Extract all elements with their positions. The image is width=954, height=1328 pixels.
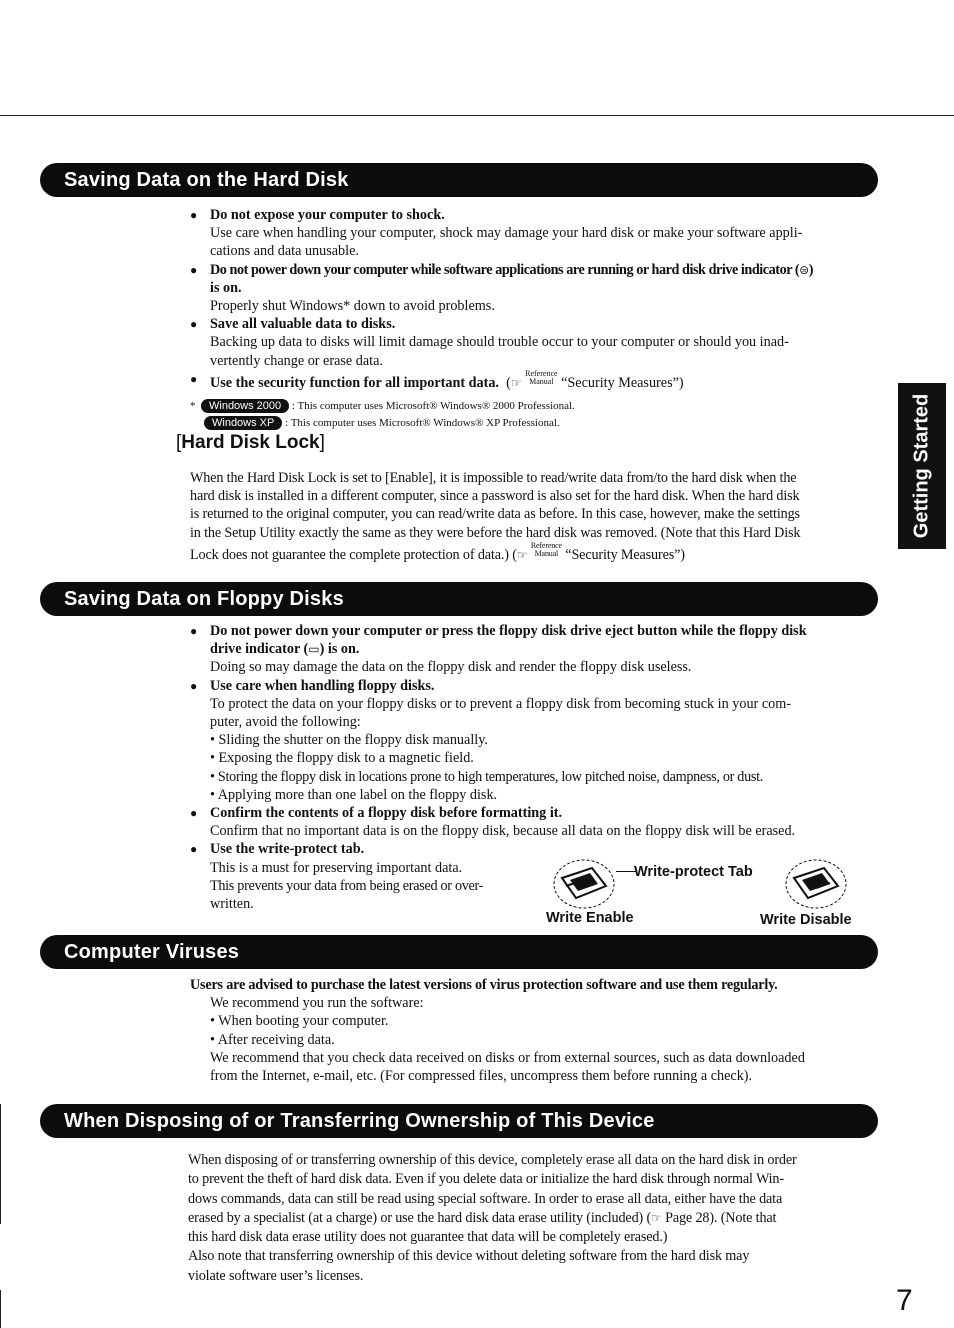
body-text: in the Setup Utility exactly the same as they were before the hard disk was removed. (Note that this Hard Disk bbox=[190, 524, 801, 541]
pointing-hand-icon: ☞ bbox=[651, 1210, 662, 1225]
side-tab-getting-started: Getting Started bbox=[898, 383, 946, 549]
floppy-indicator-icon: ▭ bbox=[308, 642, 320, 657]
hard-disk-indicator-icon: ⊜ bbox=[799, 262, 809, 277]
body-text: When disposing of or transferring ownership of this device, completely erase all data on the hard disk in order bbox=[188, 1152, 797, 1168]
bullet-heading: ● Use the write-protect tab. bbox=[190, 840, 890, 858]
body-text: hard disk is installed in a different computer, since a password is also set for the hard disk. When the hard disk bbox=[190, 488, 800, 505]
bullet-heading: Users are advised to purchase the latest versions of virus protection software and use them regularly. bbox=[190, 977, 778, 993]
body-text: Doing so may damage the data on the floppy disk and render the floppy disk useless. bbox=[210, 659, 692, 676]
hard-disk-section-body bbox=[190, 206, 890, 432]
write-enable-label: Write Enable bbox=[546, 910, 634, 926]
list-item: • After receiving data. bbox=[210, 1031, 335, 1048]
hard-disk-lock-body bbox=[190, 469, 890, 564]
body-text: Backing up data to disks will limit damage should trouble occur to your computer or should you inad- bbox=[210, 334, 789, 351]
body-text: violate software user’s licenses. bbox=[188, 1267, 364, 1284]
bullet-heading: is on. bbox=[210, 279, 242, 296]
body-text: We recommend that you check data received on disks or from external sources, such as data downloaded bbox=[210, 1049, 805, 1066]
bullet-heading: ● Do not power down your computer while software applications are running or hard disk drive indicator (⊜) bbox=[190, 261, 890, 279]
windows-xp-badge: Windows XP bbox=[204, 416, 282, 430]
body-text: to prevent the theft of hard disk data. Even if you delete data or initialize the hard disk through normal Win- bbox=[188, 1171, 784, 1188]
body-text: Use care when handling your computer, shock may damage your hard disk or make your software appli- bbox=[210, 225, 803, 242]
body-text: this hard disk data erase utility does not guarantee that data will be completely erased.) bbox=[188, 1229, 668, 1246]
bullet-heading: ● Do not power down your computer or press the floppy disk drive eject button while the floppy disk bbox=[190, 622, 890, 640]
bullet-heading: ● Save all valuable data to disks. bbox=[190, 315, 890, 333]
pointing-hand-icon: ☞ bbox=[510, 375, 522, 390]
scan-edge-line bbox=[0, 1290, 1, 1328]
bullet-heading: ● Do not expose your computer to shock. bbox=[190, 206, 890, 224]
body-text: This is a must for preserving important data. bbox=[210, 859, 463, 876]
body-text: Properly shut Windows* down to avoid problems. bbox=[210, 298, 495, 315]
list-item: • When booting your computer. bbox=[210, 1013, 389, 1030]
write-protect-pointer bbox=[616, 871, 636, 872]
pointing-hand-icon: ☞ bbox=[516, 547, 528, 562]
reference-manual-label: Reference Manual bbox=[530, 540, 562, 558]
list-item: • Storing the floppy disk in locations prone to high temperatures, low pitched noise, dampness, or dust. bbox=[210, 768, 764, 785]
page-number: 7 bbox=[896, 1284, 913, 1317]
body-text: We recommend you run the software: bbox=[210, 995, 424, 1012]
write-disable-label: Write Disable bbox=[760, 912, 852, 928]
body-text: is returned to the original computer, you can read/write data as before. In this case, however, make the settings bbox=[190, 506, 800, 523]
section-heading-disposal: When Disposing of or Transferring Ownership of This Device bbox=[40, 1104, 878, 1138]
body-text: puter, avoid the following: bbox=[210, 714, 361, 731]
write-protect-tab-label: Write-protect Tab bbox=[634, 864, 753, 880]
body-text: Lock does not guarantee the complete protection of data.) (☞ Reference Manual “Security Measures”) bbox=[190, 540, 685, 563]
top-rule bbox=[0, 115, 954, 116]
body-text: To protect the data on your floppy disks or to prevent a floppy disk from becoming stuck in your com- bbox=[210, 695, 791, 712]
section-heading-floppy: Saving Data on Floppy Disks bbox=[40, 582, 878, 616]
disposal-section-body bbox=[188, 1151, 888, 1286]
subheading-hard-disk-lock: [Hard Disk Lock] bbox=[176, 432, 325, 453]
floppy-write-disable-icon bbox=[780, 856, 852, 912]
list-item: • Sliding the shutter on the floppy disk manually. bbox=[210, 732, 488, 749]
body-text: This prevents your data from being erased or over- bbox=[210, 877, 484, 894]
bullet-heading: ● Confirm the contents of a floppy disk before formatting it. bbox=[190, 804, 890, 822]
body-text: erased by a specialist (at a charge) or use the hard disk data erase utility (included) (☞ Page 28). (Note that bbox=[188, 1209, 777, 1226]
body-text: When the Hard Disk Lock is set to [Enable], it is impossible to read/write data from/to the hard disk when the bbox=[190, 470, 797, 486]
windows-2000-badge: Windows 2000 bbox=[201, 399, 289, 413]
scan-edge-line bbox=[0, 1104, 1, 1224]
section-heading-hard-disk: Saving Data on the Hard Disk bbox=[40, 163, 878, 197]
list-item: • Exposing the floppy disk to a magnetic field. bbox=[210, 750, 474, 767]
body-text: from the Internet, e-mail, etc. (For compressed files, uncompress them before running a check). bbox=[210, 1068, 753, 1085]
body-text: dows commands, data can still be read using special software. In order to erase all data, either have the data bbox=[188, 1190, 783, 1207]
body-text: written. bbox=[210, 896, 254, 913]
bullet-heading: ● Use the security function for all important data. (☞ Reference Manual “Security Measures”) bbox=[190, 370, 890, 392]
list-item: • Applying more than one label on the floppy disk. bbox=[210, 786, 498, 803]
body-text: vertently change or erase data. bbox=[210, 352, 383, 369]
bullet-heading: ● Use care when handling floppy disks. bbox=[190, 677, 890, 695]
bullet-heading: drive indicator (▭) is on. bbox=[210, 641, 360, 658]
body-text: cations and data unusable. bbox=[210, 243, 359, 260]
body-text: Also note that transferring ownership of this device without deleting software from the hard disk may bbox=[188, 1248, 750, 1265]
viruses-section-body bbox=[190, 976, 890, 1085]
floppy-write-enable-icon bbox=[548, 856, 620, 912]
reference-manual-label: Reference Manual bbox=[525, 368, 558, 386]
body-text: Confirm that no important data is on the floppy disk, because all data on the floppy disk will be erased. bbox=[210, 823, 796, 840]
section-heading-viruses: Computer Viruses bbox=[40, 935, 878, 969]
os-note: * Windows 2000 : This computer uses Microsoft® Windows® 2000 Professional. Windows XP : This computer uses Microsoft® Windows® XP Professional. bbox=[190, 400, 575, 430]
